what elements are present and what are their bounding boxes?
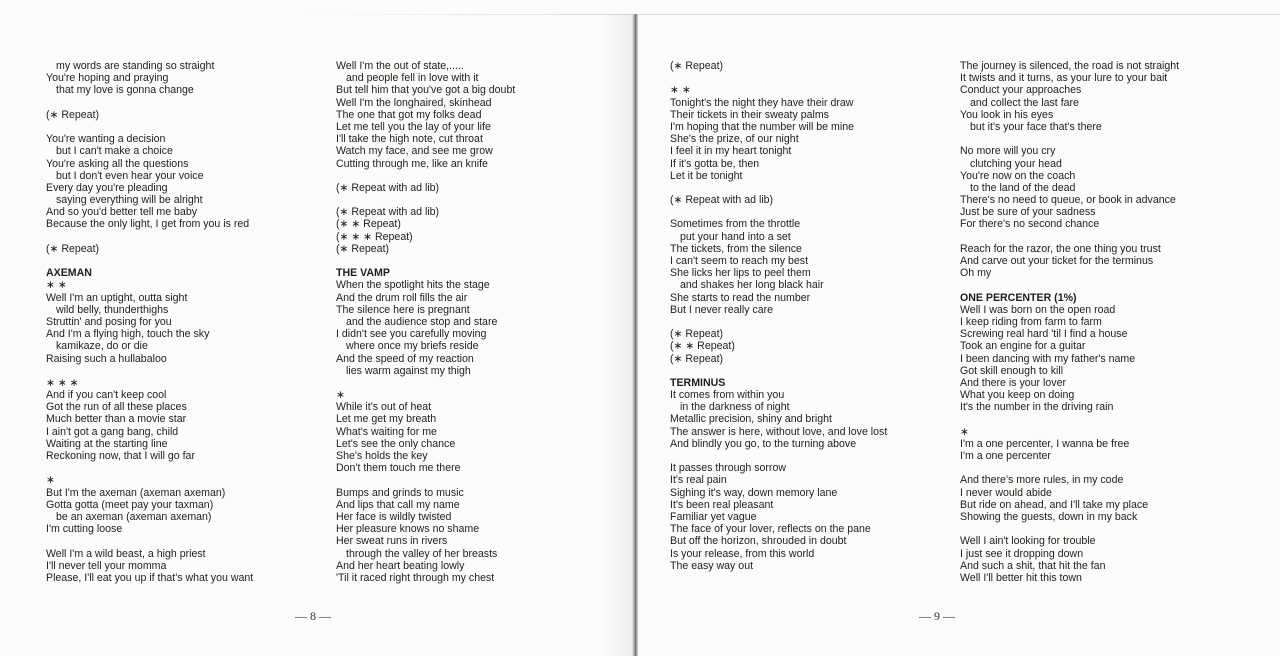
lyric-line: Well I'm the out of state,.....: [336, 60, 464, 72]
lyric-line: She licks her lips to peel them: [670, 267, 811, 280]
lyric-line: Screwing real hard 'til I find a house: [960, 328, 1128, 341]
lyric-line: be an axeman (axeman axeman): [56, 510, 212, 523]
stanza-break: [46, 121, 253, 133]
lyric-line: And carve out your ticket for the terminus: [960, 255, 1154, 267]
lyric-line: (∗ ∗ ∗ Repeat): [336, 230, 413, 243]
lyric-line: I'll take the high note, cut throat: [336, 133, 483, 146]
stanza-break: [960, 231, 1179, 243]
lyric-line: She's the prize, of our night: [670, 133, 799, 146]
lyric-line: Don't them touch me there: [336, 462, 461, 475]
lyric-line: Got skill enough to kill: [960, 364, 1064, 377]
stanza-break: [670, 72, 887, 84]
lyrics-column-page9-left: [670, 60, 887, 572]
lyric-line: But tell him that you've got a big doubt: [336, 84, 516, 97]
stanza-break: [670, 316, 887, 328]
lyric-line: Let me tell you the lay of your life: [336, 120, 491, 133]
lyric-line: But ride on ahead, and I'll take my place: [960, 498, 1149, 511]
lyric-line: Much better than a movie star: [46, 413, 187, 426]
lyric-line: And there's more rules, in my code: [960, 474, 1124, 487]
lyric-line: Well I'm a wild beast, a high priest: [46, 547, 206, 560]
lyric-line: I ain't got a gang bang, child: [46, 425, 179, 438]
lyric-line: No more will you cry: [960, 145, 1056, 158]
lyric-line: Sometimes from the throttle: [670, 218, 801, 231]
lyric-line: through the valley of her breasts: [346, 547, 498, 560]
lyric-line: And such a shit, that hit the fan: [960, 559, 1106, 572]
lyric-line: She's holds the key: [336, 450, 428, 462]
lyric-line: (∗ Repeat with ad lib): [336, 206, 440, 219]
lyric-line: While it's out of heat: [336, 401, 432, 414]
lyric-line: You're hoping and praying: [46, 72, 169, 85]
stanza-break: [960, 279, 1179, 291]
lyric-line: Let it be tonight: [670, 169, 743, 182]
lyrics-column-page8-right: [336, 60, 515, 584]
stanza-break: [670, 450, 887, 462]
lyric-line: Well I'll better hit this town: [960, 571, 1082, 584]
lyric-line: Reach for the razor, the one thing you trust: [960, 242, 1161, 255]
lyric-line: And the speed of my reaction: [336, 352, 474, 365]
lyric-line: What's waiting for me: [336, 425, 437, 438]
lyric-line: to the land of the dead: [970, 181, 1076, 194]
lyric-line: saying everything will be alright: [56, 194, 203, 207]
lyric-line: I'm cutting loose: [46, 523, 123, 536]
lyric-line: kamikaze, do or die: [56, 340, 148, 353]
lyric-line: I didn't see you carefully moving: [336, 328, 487, 341]
lyric-line: It's the number in the driving rain: [960, 401, 1114, 414]
stanza-break: [960, 133, 1179, 145]
page-top-edge: [300, 14, 1280, 15]
lyric-line: The answer is here, without love, and love lost: [670, 425, 888, 438]
lyric-line: There's no need to queue, or book in advance: [960, 194, 1176, 207]
lyric-line: (∗ Repeat): [670, 60, 724, 72]
stanza-break: [46, 462, 253, 474]
lyric-line: (∗ Repeat with ad lib): [336, 181, 440, 194]
lyric-line: I'm a one percenter: [960, 450, 1051, 462]
lyric-line: Just be sure of your sadness: [960, 206, 1096, 219]
lyric-line: 'Til it raced right through my chest: [336, 571, 495, 584]
lyric-line: (∗ Repeat): [670, 328, 724, 341]
lyric-line: It's real pain: [670, 474, 727, 487]
lyric-line: Raising such a hullabaloo: [46, 352, 167, 365]
lyric-line: You look in his eyes: [960, 108, 1054, 121]
lyric-line: Her face is wildly twisted: [336, 510, 452, 523]
lyric-line: lies warm against my thigh: [346, 364, 471, 377]
lyric-line: Cutting through me, like an knife: [336, 157, 488, 170]
lyrics-column-page8-left: [46, 60, 253, 584]
lyric-line: and collect the last fare: [970, 96, 1079, 109]
lyric-line: She starts to read the number: [670, 291, 811, 304]
lyric-line: I'll never tell your momma: [46, 559, 167, 572]
lyric-line: Gotta gotta (meet pay your taxman): [46, 498, 214, 511]
lyric-line: that my love is gonna change: [56, 84, 194, 97]
lyric-line: Got the run of all these places: [46, 401, 187, 414]
lyric-line: Well I ain't looking for trouble: [960, 535, 1096, 548]
stanza-break: [670, 206, 887, 218]
stanza-break: [336, 474, 515, 486]
lyric-line: Conduct your approaches: [960, 84, 1082, 97]
stanza-break: [336, 255, 515, 267]
lyric-line: Metallic precision, shiny and bright: [670, 413, 832, 426]
lyric-line: Their tickets in their sweaty palms: [670, 108, 829, 121]
lyric-line: Reckoning now, that I will go far: [46, 450, 195, 462]
lyric-line: I feel it in my heart tonight: [670, 145, 792, 158]
lyric-line: ∗: [336, 389, 345, 402]
lyric-line: and shakes her long black hair: [680, 279, 824, 292]
lyric-line: For there's no second chance: [960, 218, 1100, 231]
lyric-line: but I can't make a choice: [56, 145, 173, 158]
lyric-line: put your hand into a set: [680, 230, 791, 243]
lyric-line: ∗ ∗: [46, 279, 67, 292]
lyric-line: The face of your lover, reflects on the pane: [670, 523, 871, 536]
lyric-line: It's been real pleasant: [670, 498, 774, 511]
lyric-line: and people fell in love with it: [346, 72, 479, 85]
lyric-line: And lips that call my name: [336, 498, 460, 511]
lyric-line: (∗ ∗ Repeat): [670, 340, 735, 353]
lyrics-column-page9-right: [960, 60, 1179, 584]
lyric-line: It twists and it turns, as your lure to your bait: [960, 72, 1168, 85]
lyric-line: And there is your lover: [960, 376, 1066, 389]
page-number: — 8 —: [295, 609, 331, 623]
stanza-break: [336, 377, 515, 389]
lyric-line: (∗ Repeat): [336, 242, 390, 255]
lyric-line: (∗ Repeat with ad lib): [670, 194, 774, 207]
lyric-line: What you keep on doing: [960, 389, 1075, 402]
lyric-line: It comes from within you: [670, 389, 785, 402]
song-title: TERMINUS: [670, 376, 726, 389]
lyric-line: Her pleasure knows no shame: [336, 523, 480, 536]
lyric-line: (∗ Repeat): [46, 108, 100, 121]
lyric-line: Bumps and grinds to music: [336, 486, 464, 499]
lyric-line: But I never really care: [670, 303, 774, 316]
lyric-line: my words are standing so straight: [56, 60, 215, 72]
lyric-line: ∗: [960, 425, 969, 438]
stanza-break: [960, 462, 1179, 474]
lyric-line: clutching your head: [970, 157, 1062, 170]
gutter-shadow: [600, 14, 632, 656]
lyric-line: And her heart beating lowly: [336, 559, 465, 572]
lyric-line: Well I'm the longhaired, skinhead: [336, 96, 492, 109]
song-title: ONE PERCENTER (1%): [960, 291, 1077, 304]
lyric-line: where once my briefs reside: [346, 340, 479, 353]
lyric-line: Every day you're pleading: [46, 181, 168, 194]
lyric-line: I'm a one percenter, I wanna be free: [960, 437, 1130, 450]
lyric-line: I never would abide: [960, 486, 1052, 499]
lyric-line: The one that got my folks dead: [336, 108, 482, 121]
lyric-line: ∗ ∗ ∗: [46, 376, 79, 389]
lyric-line: in the darkness of night: [680, 401, 790, 414]
lyric-line: And so you'd better tell me baby: [46, 206, 198, 219]
stanza-break: [46, 365, 253, 377]
lyric-line: wild belly, thunderthighs: [56, 303, 169, 316]
lyric-line: You're now on the coach: [960, 169, 1076, 182]
lyric-line: The journey is silenced, the road is not straight: [960, 60, 1180, 72]
lyric-line: and the audience stop and stare: [346, 315, 498, 328]
stanza-break: [46, 97, 253, 109]
stanza-break: [46, 255, 253, 267]
lyric-line: I just see it dropping down: [960, 547, 1084, 560]
stanza-break: [670, 182, 887, 194]
lyric-line: Please, I'll eat you up if that's what you want: [46, 571, 254, 584]
lyric-line: Well I'm an uptight, outta sight: [46, 291, 188, 304]
lyric-line: Well I was born on the open road: [960, 303, 1116, 316]
stanza-break: [336, 194, 515, 206]
lyric-line: And I'm a flying high, touch the sky: [46, 328, 210, 341]
lyric-line: but I don't even hear your voice: [56, 169, 204, 182]
lyric-line: But I'm the axeman (axeman axeman): [46, 486, 226, 499]
lyric-line: Is your release, from this world: [670, 547, 815, 560]
lyric-line: Took an engine for a guitar: [960, 340, 1086, 353]
lyric-line: Sighing it's way, down memory lane: [670, 486, 838, 499]
lyric-line: The easy way out: [670, 559, 754, 572]
lyric-line: The tickets, from the silence: [670, 242, 802, 255]
lyric-line: (∗ ∗ Repeat): [336, 218, 401, 231]
stanza-break: [960, 523, 1179, 535]
lyric-line: Her sweat runs in rivers: [336, 535, 448, 548]
lyric-line: I can't seem to reach my best: [670, 255, 809, 267]
lyric-line: Oh my: [960, 267, 992, 280]
lyric-line: I'm hoping that the number will be mine: [670, 120, 854, 133]
lyric-line: ∗: [46, 474, 55, 487]
lyric-line: And the drum roll fills the air: [336, 291, 468, 304]
lyric-line: Watch my face, and see me grow: [336, 145, 493, 158]
lyric-line: When the spotlight hits the stage: [336, 279, 490, 292]
lyric-line: Let me get my breath: [336, 413, 437, 426]
booklet-fold: [632, 14, 638, 656]
stanza-break: [46, 535, 253, 547]
lyric-line: You're asking all the questions: [46, 157, 189, 170]
lyric-line: But off the horizon, shrouded in doubt: [670, 535, 847, 548]
lyric-line: I keep riding from farm to farm: [960, 315, 1102, 328]
lyric-line: but it's your face that's there: [970, 120, 1102, 133]
stanza-break: [670, 365, 887, 377]
lyric-line: Familiar yet vague: [670, 510, 757, 523]
lyric-line: Tonight's the night they have their draw: [670, 96, 854, 109]
lyric-line: ∗ ∗: [670, 84, 691, 97]
lyric-line: If it's gotta be, then: [670, 157, 760, 170]
lyric-line: You're wanting a decision: [46, 133, 166, 146]
stanza-break: [46, 231, 253, 243]
stanza-break: [960, 413, 1179, 425]
page-number: — 9 —: [919, 609, 955, 623]
stanza-break: [336, 170, 515, 182]
lyric-line: It passes through sorrow: [670, 462, 786, 475]
lyric-line: And blindly you go, to the turning above: [670, 437, 857, 450]
lyric-line: I been dancing with my father's name: [960, 352, 1136, 365]
lyric-line: Because the only light, I get from you is red: [46, 218, 250, 231]
lyric-line: Waiting at the starting line: [46, 437, 168, 450]
lyric-line: Showing the guests, down in my back: [960, 510, 1138, 523]
lyric-line: Let's see the only chance: [336, 437, 456, 450]
song-title: AXEMAN: [46, 267, 92, 280]
lyric-line: And if you can't keep cool: [46, 389, 167, 402]
song-title: THE VAMP: [336, 267, 390, 280]
lyric-line: The silence here is pregnant: [336, 303, 470, 316]
lyric-line: (∗ Repeat): [46, 242, 100, 255]
lyric-line: Struttin' and posing for you: [46, 315, 172, 328]
lyric-line: (∗ Repeat): [670, 352, 724, 365]
